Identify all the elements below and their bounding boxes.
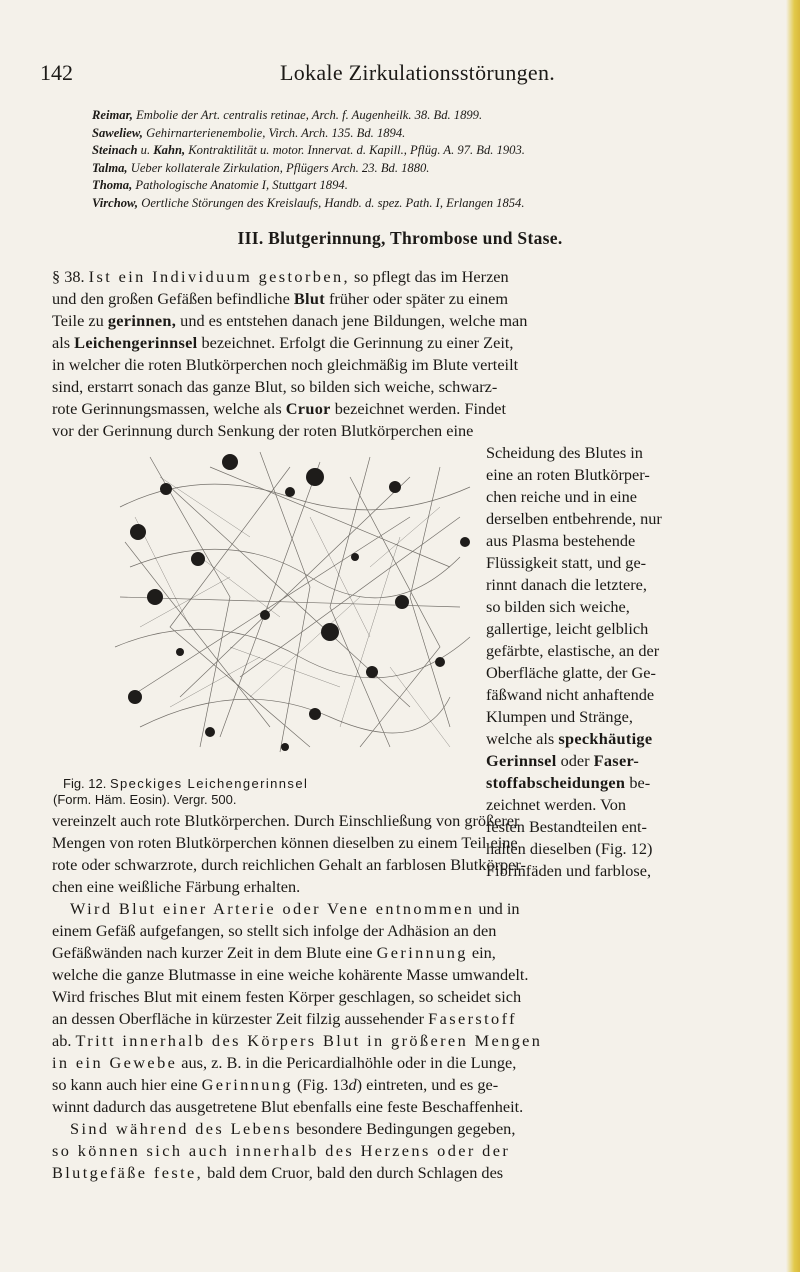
text-line: Klumpen und Stränge, (486, 707, 633, 726)
text-line: vor der Gerinnung durch Senkung der roten Blutkörperchen eine (52, 421, 474, 440)
text-line: winnt dadurch das ausgetretene Blut ebenfalls eine feste Beschaffenheit. (52, 1097, 524, 1116)
text-line: stoffabscheidungen be- (486, 773, 651, 792)
text-line: Mengen von roten Blutkörperchen können dieselben zu einem Teil eine (52, 833, 518, 852)
text-line: Flüssigkeit statt, und ge- (486, 553, 647, 572)
reference-author: Thoma, (92, 178, 133, 193)
section-heading: III. Blutgerinnung, Thrombose und Stase. (237, 228, 563, 248)
text-line: welche als speckhäutige (486, 729, 653, 748)
text-line: rinnt danach die letztere, (486, 575, 647, 594)
text-line: gallertige, leicht gelblich (486, 619, 649, 638)
figure-12-micrograph (110, 447, 475, 757)
text-line: festen Bestandteilen ent- (486, 817, 647, 836)
text-line: so kann auch hier eine Gerinnung (Fig. 13d) eintreten, und es ge- (52, 1075, 499, 1094)
text-line: Sind während des Lebens besondere Bedingungen gegeben, (70, 1119, 516, 1138)
text-line: fäßwand nicht anhaftende (486, 685, 655, 704)
text-line: Oberfläche glatte, der Ge- (486, 663, 656, 682)
text-line: Teile zu gerinnen, und es entstehen danach jene Bildungen, welche man (52, 311, 528, 330)
text-line: eine an roten Blutkörper- (486, 465, 650, 484)
text-line: an dessen Oberfläche in kürzester Zeit filzig aussehender Faserstoff (52, 1009, 517, 1028)
text-line: chen reiche und in eine (486, 487, 637, 506)
text-line: halten dieselben (Fig. 12) (486, 839, 653, 858)
reference-author: Reimar, (92, 108, 133, 122)
reference-text: Ueber kollaterale Zirkulation, Pflügers Arch. 23. Bd. 1880. (127, 160, 430, 175)
text-line: Scheidung des Blutes in (486, 443, 643, 462)
text-line: Gefäßwänden nach kurzer Zeit in dem Blute eine Gerinnung ein, (52, 943, 496, 962)
reference-list (92, 107, 772, 213)
text-line: welche die ganze Blutmasse in eine weiche kohärente Masse umwandelt. (52, 965, 529, 984)
reference-author: Steinach (92, 143, 138, 158)
reference-text: Oertliche Störungen des Kreislaufs, Handb. d. spez. Path. I, Erlangen 1854. (138, 195, 525, 210)
reference-item (92, 142, 772, 160)
reference-author: Saweliew, (92, 125, 143, 140)
paragraph-1 (52, 266, 764, 442)
text-line: Fibrinfäden und farblose, (486, 861, 652, 880)
reference-author: Virchow, (92, 195, 139, 210)
reference-text: Pathologische Anatomie I, Stuttgart 1894. (132, 178, 348, 193)
page-header (40, 60, 760, 90)
text-line: Wird Blut einer Arterie oder Vene entnommen und in (70, 899, 520, 918)
text-line: gefärbte, elastische, an der (486, 641, 660, 660)
text-line: in welcher die roten Blutkörperchen noch gleichmäßig im Blute verteilt (52, 355, 519, 374)
figure-caption: Fig. 12. Speckiges Leichengerinnsel (Form. Häm. Eosin). Vergr. 500. (53, 776, 309, 807)
text-line: chen eine weißliche Färbung erhalten. (52, 877, 301, 896)
text-line: sind, erstarrt sonach das ganze Blut, so bilden sich weiche, schwarz- (52, 377, 498, 396)
reference-text: Embolie der Art. centralis retinae, Arch. f. Augenheilk. 38. Bd. 1899. (132, 108, 483, 122)
text-line: Blutgefäße feste, bald dem Cruor, bald den durch Schlagen des (52, 1163, 504, 1182)
text-line: ab. Tritt innerhalb des Körpers Blut in größeren Mengen (52, 1031, 543, 1050)
reference-text: Gehirnarterienembolie, Virch. Arch. 135. Bd. 1894. (142, 125, 406, 140)
reference-item (92, 177, 772, 195)
page-number: 142 (40, 60, 73, 85)
reference-text: Kontraktilität u. motor. Innervat. d. Kapill., Pflüg. A. 97. Bd. 1903. (185, 143, 525, 158)
text-line: Gerinnsel oder Faser- (486, 751, 640, 770)
text-line: Wird frisches Blut mit einem festen Körper geschlagen, so scheidet sich (52, 987, 522, 1006)
reference-item (92, 160, 772, 178)
page-edge (786, 0, 800, 1272)
text-line: so bilden sich weiche, (486, 597, 630, 616)
text-line: rote oder schwarzrote, durch reichlichen Gehalt an farblosen Blutkörper- (52, 855, 526, 874)
reference-text: u. (137, 143, 154, 158)
text-line: und den großen Gefäßen befindliche Blut früher oder später zu einem (52, 289, 509, 308)
text-line: vereinzelt auch rote Blutkörperchen. Durch Einschließung von größerer (52, 811, 520, 830)
text-line: einem Gefäß aufgefangen, so stellt sich infolge der Adhäsion an den (52, 921, 497, 940)
text-line: aus Plasma bestehende (486, 531, 636, 550)
reference-item (92, 125, 772, 143)
text-line: § 38. Ist ein Individuum gestorben, so pflegt das im Herzen (52, 267, 509, 286)
reference-author: Kahn, (153, 143, 186, 158)
text-line: als Leichengerinnsel bezeichnet. Erfolgt die Gerinnung zu einer Zeit, (52, 333, 514, 352)
reference-item (92, 107, 772, 125)
text-line: rote Gerinnungsmassen, welche als Cruor bezeichnet werden. Findet (52, 399, 507, 418)
reference-item (92, 195, 772, 213)
paragraph-2 (52, 810, 764, 1184)
fibrin-clot-illustration (110, 447, 475, 757)
text-line: derselben entbehrende, nur (486, 509, 662, 528)
text-line: so können sich auch innerhalb des Herzens oder der (52, 1141, 511, 1160)
reference-author: Talma, (92, 160, 128, 175)
text-line: in ein Gewebe aus, z. B. in die Pericardialhöhle oder in die Lunge, (52, 1053, 517, 1072)
running-title: Lokale Zirkulationsstörungen. (280, 60, 556, 85)
text-line: zeichnet werden. Von (486, 795, 627, 814)
